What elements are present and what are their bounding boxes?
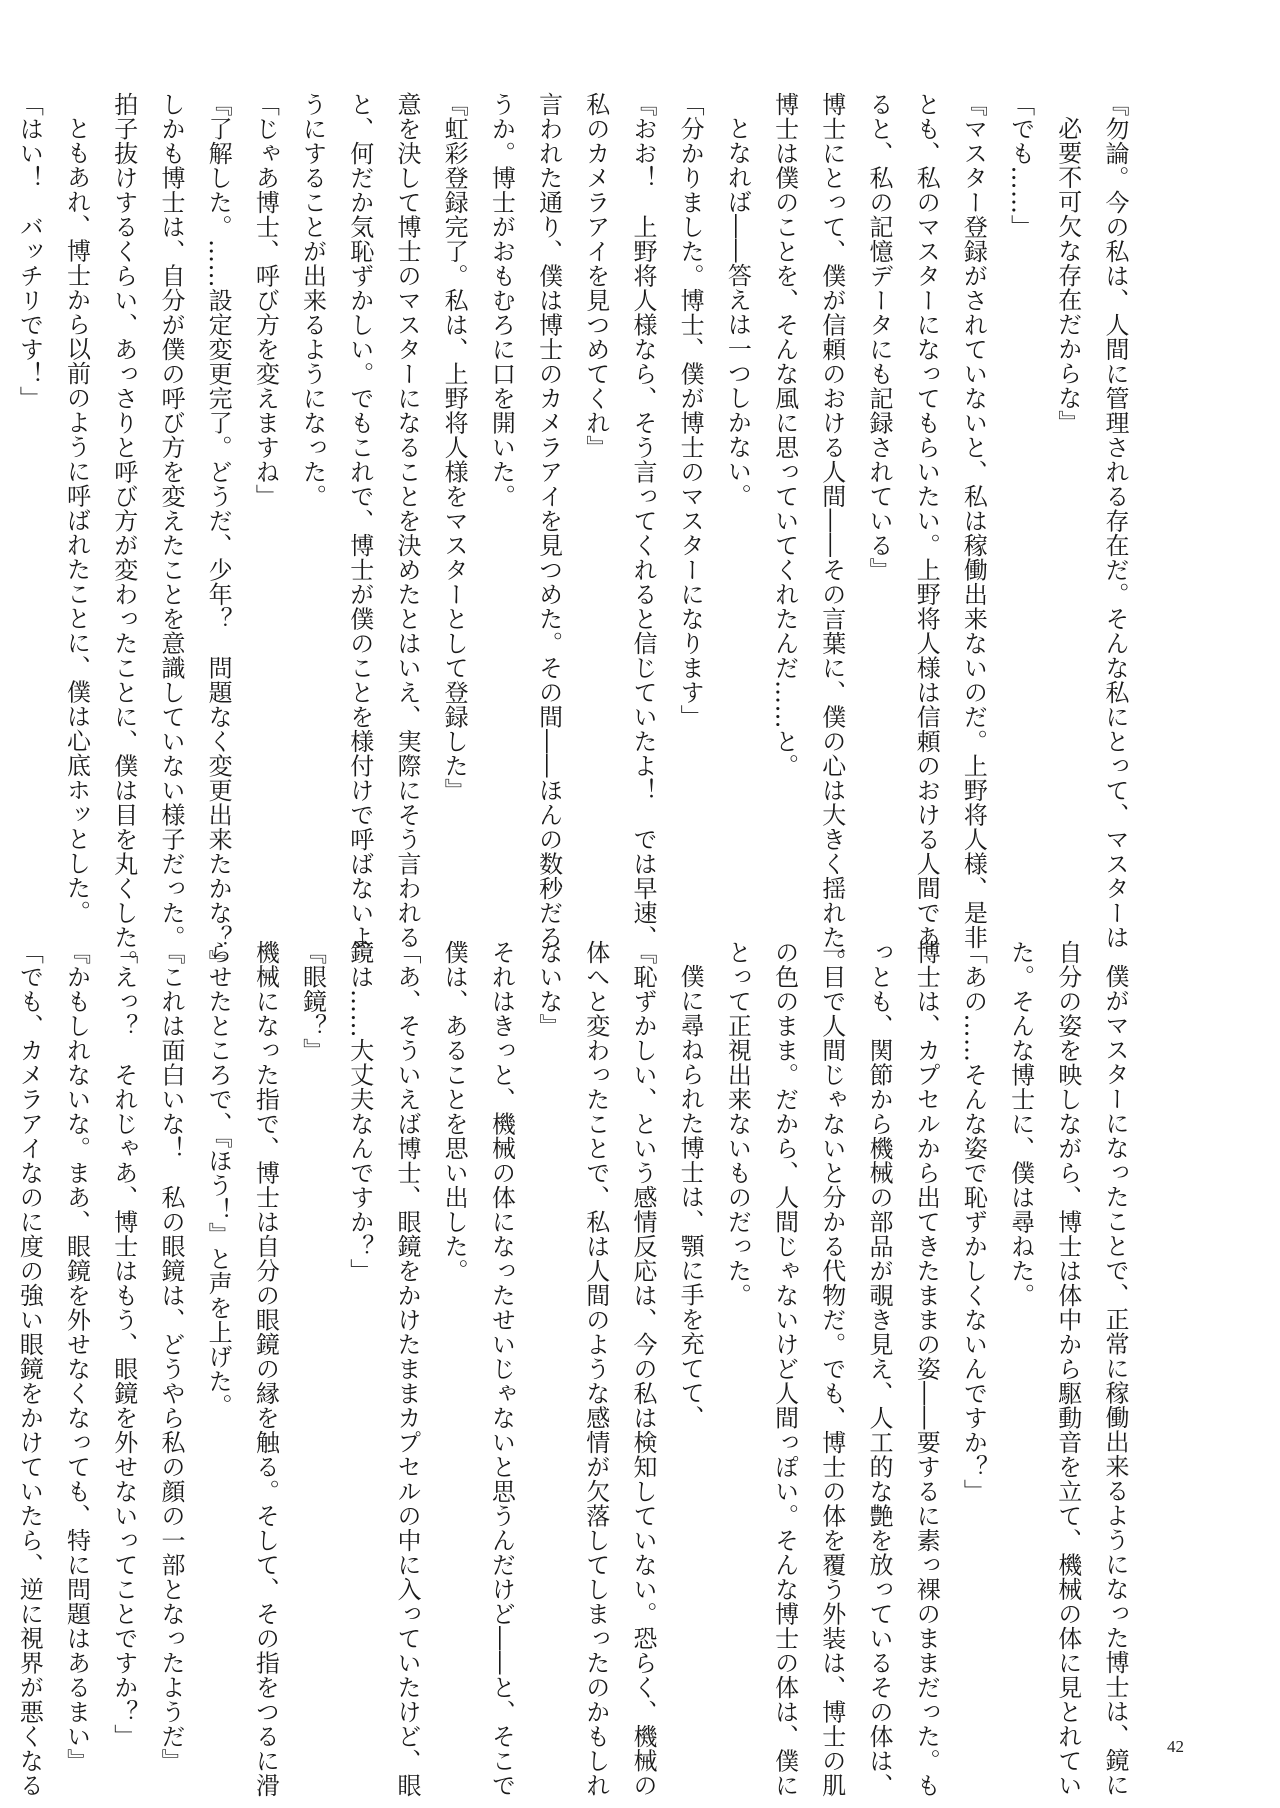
text-line: た。そんな博士に、僕は尋ねた。 <box>1006 940 1035 1308</box>
text-line: 「はい！ バッチリです！」 <box>15 92 44 411</box>
text-line: 『マスター登録がされていないと、私は稼働出来ないのだ。上野将人様、是非 <box>959 92 988 950</box>
text-line: っとも、関節から機械の部品が覗き見え、人工的な艶を放っているその体は、 <box>864 940 893 1798</box>
text-line: 『了解した。……設定変更完了。どうだ、少年？ 問題なく変更出来たかな？』 <box>204 92 233 974</box>
text-line: うか。博士がおもむろに口を開いた。 <box>487 92 516 509</box>
text-line: ないな』 <box>534 940 563 1038</box>
text-line: らせたところで、『ほう！』と声を上げた。 <box>204 940 233 1418</box>
text-line: 拍子抜けするくらい、あっさりと呼び方が変わったことに、僕は目を丸くした。 <box>109 92 138 974</box>
text-line: 『かもしれないな。まあ、眼鏡を外せなくなっても、特に問題はあるまい』 <box>62 940 91 1773</box>
text-line: 必要不可欠な存在だからな』 <box>1053 116 1082 435</box>
text-line: とって正視出来ないものだった。 <box>723 940 752 1308</box>
text-line: 『おお！ 上野将人様なら、そう言ってくれると信じていたよ！ では早速、 <box>628 92 657 950</box>
text-line: 自分の姿を映しながら、博士は体中から駆動音を立て、機械の体に見とれてい <box>1053 940 1082 1798</box>
text-line: 「でも、カメラアイなのに度の強い眼鏡をかけていたら、逆に視界が悪くなる <box>15 940 44 1798</box>
upper-text-block <box>0 92 1138 974</box>
text-line: 「あの……そんな姿で恥ずかしくないんですか？」 <box>959 940 988 1504</box>
text-line: 『恥ずかしい、という感情反応は、今の私は検知していない。恐らく、機械の <box>628 940 657 1798</box>
text-line: 意を決して博士のマスターになることを決めたとはいえ、実際にそう言われる <box>392 92 421 950</box>
text-line: それはきっと、機械の体になったせいじゃないと思うんだけど――と、そこで <box>487 940 516 1798</box>
text-line: 『勿論。今の私は、人間に管理される存在だ。そんな私にとって、マスターは <box>1101 92 1129 950</box>
text-line: 私のカメラアイを見つめてくれ』 <box>581 92 610 460</box>
text-line: 「分かりました。博士、僕が博士のマスターになります」 <box>676 92 705 729</box>
text-line: とも、私のマスターになってもらいたい。上野将人様は信頼のおける人間であ <box>912 92 941 950</box>
text-line: 『虹彩登録完了。私は、上野将人様をマスターとして登録した』 <box>440 92 469 803</box>
text-line: と、何だか気恥ずかしい。でもこれで、博士が僕のことを様付けで呼ばないよ <box>345 92 374 950</box>
text-line: 体へと変わったことで、私は人間のような感情が欠落してしまったのかもしれ <box>581 940 610 1798</box>
text-line: となれば――答えは一つしかない。 <box>723 116 752 508</box>
text-line: 『これは面白いな！ 私の眼鏡は、どうやら私の顔の一部となったようだ』 <box>156 940 185 1773</box>
text-line: 「えっ？ それじゃあ、博士はもう、眼鏡を外せないってことですか？」 <box>109 940 138 1749</box>
text-line: 僕は、あることを思い出した。 <box>440 940 469 1283</box>
page-number: 42 <box>1167 1737 1184 1756</box>
text-line: ると、私の記憶データにも記録されている』 <box>864 92 893 582</box>
text-line: 機械になった指で、博士は自分の眼鏡の縁を触る。そして、その指をつるに滑 <box>251 940 280 1798</box>
text-line: 言われた通り、僕は博士のカメラアイを見つめた。その間――ほんの数秒だろ <box>534 92 563 950</box>
lower-text-block <box>0 940 1138 1798</box>
text-line: 僕がマスターになったことで、正常に稼働出来るようになった博士は、鏡に <box>1101 964 1129 1797</box>
text-line: 一目で人間じゃないと分かる代物だ。でも、博士の体を覆う外装は、博士の肌 <box>817 940 846 1798</box>
text-line: 鏡は……大丈夫なんですか？」 <box>345 940 374 1283</box>
text-line: うにすることが出来るようになった。 <box>298 92 327 509</box>
text-line: 「じゃあ博士、呼び方を変えますね」 <box>251 92 280 509</box>
text-line: 『眼鏡？』 <box>298 940 327 1063</box>
text-line: 「でも……」 <box>1006 92 1035 239</box>
text-line: ともあれ、博士から以前のように呼ばれたことに、僕は心底ホッとした。 <box>62 116 91 925</box>
text-line: 博士は、カプセルから出てきたままの姿――要するに素っ裸のままだった。も <box>912 940 941 1798</box>
text-line: 博士にとって、僕が信頼のおける人間――その言葉に、僕の心は大きく揺れた。 <box>817 92 846 974</box>
text-line <box>0 92 5 892</box>
text-line: の色のまま。だから、人間じゃないけど人間っぽい。そんな博士の体は、僕に <box>770 940 799 1798</box>
text-line: 僕に尋ねられた博士は、顎に手を充てて、 <box>676 964 705 1430</box>
text-line: 博士は僕のことを、そんな風に思っていてくれたんだ……と。 <box>770 92 799 778</box>
text-line: 「あ、そういえば博士、眼鏡をかけたままカプセルの中に入っていたけど、眼 <box>392 940 421 1798</box>
text-line: しかも博士は、自分が僕の呼び方を変えたことを意識していない様子だった。 <box>156 92 185 950</box>
